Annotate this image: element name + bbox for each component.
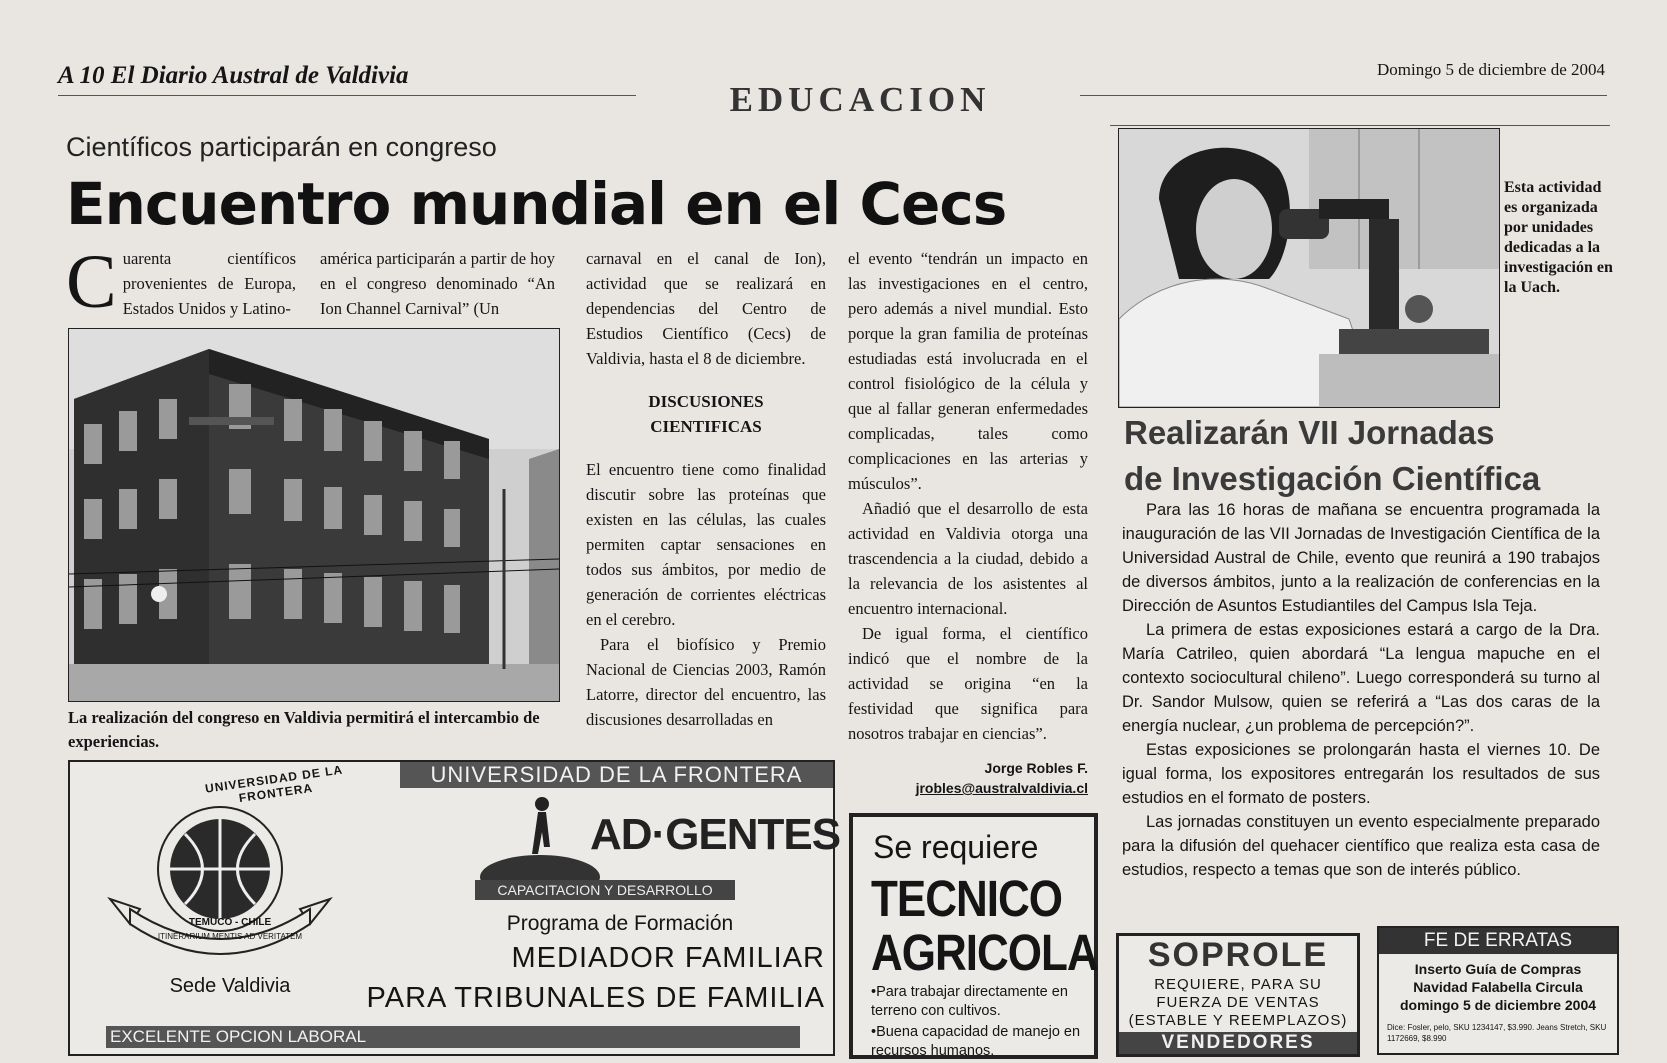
- col3-para-2: El encuentro tiene como finalidad discutir sobre las proteínas que existen en las células, las cuales permiten captar sensaciones en todos sus ámbitos, por medio de generación de corrientes eléctricas en el cerebro.: [586, 460, 826, 629]
- byline-name: Jorge Robles F.: [984, 760, 1088, 776]
- col3-para-3: Para el biofísico y Premio Nacional de Ciencias 2003, Ramón Latorre, director del encuentro, las discusiones desarrolladas en: [586, 635, 826, 729]
- adgentes-brand: AD·GENTES: [590, 810, 841, 859]
- article-headline: Encuentro mundial en el Cecs: [66, 170, 1007, 238]
- program-title-2: PARA TRIBUNALES DE FAMILIA: [366, 982, 825, 1014]
- col3-para-1: carnaval en el canal de Ion), actividad que se realizará en dependencias del Centro de Estudios Científico (Cecs) de Valdivia, hasta el 8 de diciembre.: [586, 249, 826, 368]
- article-col-4: [848, 246, 1088, 746]
- erratas-line1: Inserto Guía de Compras: [1414, 961, 1582, 977]
- ad-soprole: [1116, 933, 1360, 1057]
- ad-erratas: [1377, 926, 1619, 1055]
- col4-para-1: el evento “tendrán un impacto en las investigaciones en el centro, pero además a nivel mundial. Esto porque la gran familia de proteínas estudiadas está involucrada en el control fisiológico de la célula y que al fallar generan enfermedades complicadas, tales como complicaciones en las arterias y músculos”.: [848, 249, 1088, 493]
- subhead-line-1: DISCUSIONES: [648, 392, 764, 411]
- side-article-body: [1122, 498, 1600, 882]
- side-para-2: La primera de estas exposiciones estará a cargo de la Dra. María Catrileo, quien abordará “La lengua mapuche en el contexto sociocultural chileno”. Luego corresponderá su turno al Dr. Sandor Mulsow, quien se referirá a “Las dos caras de la energía nuclear, ¿un problema de percepción?”.: [1122, 621, 1600, 735]
- ad-ufro-footer: EXCELENTE OPCION LABORAL: [106, 1026, 800, 1048]
- side-para-4: Las jornadas constituyen un evento especialmente preparado para la difusión del quehacer científico que realiza esta casa de estudios, respecto a temas que son de interés público.: [1122, 813, 1600, 879]
- col1-text: uarenta científicos provenientes de Europa, Estados Unidos y Latino-: [122, 249, 296, 318]
- header-rule-left: [58, 95, 636, 96]
- erratas-line2: Navidad Falabella Circula: [1413, 979, 1583, 995]
- erratas-fine1: Dice: Fosler, pelo, SKU 1234147, $3.990. Jeans Stretch, SKU: [1387, 1023, 1607, 1032]
- ad-tecnico-bullet1: •Para trabajar directamente en terreno con cultivos.: [871, 984, 1068, 1019]
- sede-label: Sede Valdivia: [169, 975, 291, 997]
- article-col-1: [66, 240, 296, 324]
- side-headline-line-2: de Investigación Científica: [1124, 460, 1541, 497]
- issue-date: Domingo 5 de diciembre de 2004: [1376, 60, 1605, 79]
- ad-ufro: [68, 760, 841, 1056]
- program-title-1: MEDIADOR FAMILIAR: [511, 942, 825, 974]
- building-illustration: [69, 329, 559, 701]
- col4-para-3: De igual forma, el científico indicó que el nombre de la actividad se origina “en la festividad que significa para nosotros trabajar en ciencias”.: [848, 624, 1088, 743]
- soprole-line2: FUERZA DE VENTAS: [1156, 994, 1320, 1011]
- seal-city: TEMUCO - CHILE: [188, 917, 272, 928]
- ad-tecnico-line1: Se requiere: [873, 829, 1039, 865]
- byline: [848, 758, 1088, 798]
- soprole-line1: REQUIERE, PARA SU: [1154, 976, 1322, 993]
- soprole-line3: (ESTABLE Y REEMPLAZOS): [1128, 1012, 1348, 1029]
- side-headline-line-1: Realizarán VII Jornadas: [1124, 414, 1495, 451]
- drop-cap: C: [66, 240, 117, 324]
- seal-motto: ITINERARIUM MENTIS AD VERITATEM: [157, 932, 303, 941]
- erratas-title: FE DE ERRATAS: [1379, 928, 1617, 954]
- scientist-photo-caption: Esta actividad es organizada por unidades dedicadas a la investigación en la Uach.: [1504, 179, 1613, 296]
- col4-para-2: Añadió que el desarrollo de esta actividad en Valdivia otorga una trascendencia a la ciudad, debido a la relevancia de los asistentes al encuentro internacional.: [848, 499, 1088, 618]
- scientist-illustration: [1119, 129, 1499, 407]
- side-headline: [1124, 410, 1624, 502]
- page-folio: A 10 El Diario Austral de Valdivia: [58, 62, 409, 89]
- ad-tecnico-bullet2: •Buena capacidad de manejo en recursos humanos.: [871, 1024, 1081, 1059]
- building-photo-caption: La realización del congreso en Valdivia permitirá el intercambio de experiencias.: [68, 708, 540, 751]
- program-label: Programa de Formación: [506, 912, 734, 935]
- erratas-fine2: 1172669, $8.990: [1387, 1034, 1447, 1043]
- ad-tecnico-line2: TECNICO: [871, 871, 1062, 928]
- header-rule-right: [1080, 95, 1607, 96]
- side-para-3: Estas exposiciones se prolongarán hasta el viernes 10. De igual forma, los expositores entregarán los resultados de sus estudios en el formato de posters.: [1122, 741, 1600, 807]
- building-photo: [68, 328, 560, 702]
- ad-tecnico-line3: AGRICOLA: [871, 925, 1098, 982]
- ad-ufro-banner: UNIVERSIDAD DE LA FRONTERA: [400, 762, 833, 788]
- erratas-line3: domingo 5 de diciembre 2004: [1399, 997, 1597, 1013]
- seal-arc-text: UNIVERSIDAD DE LA FRONTERA: [204, 762, 344, 806]
- section-title: EDUCACION: [729, 80, 991, 119]
- article-kicker: Científicos participarán en congreso: [66, 132, 497, 162]
- scientist-photo: [1118, 128, 1500, 408]
- soprole-brand: SOPROLE: [1147, 936, 1329, 974]
- subhead-line-2: CIENTIFICAS: [650, 417, 762, 436]
- side-para-1: Para las 16 horas de mañana se encuentra programada la inauguración de las VII Jornadas de Investigación Científica de la Universidad Austral de Chile, evento que reunirá a 190 trabajos de diversos ámbitos, junto a la realización de conferencias en la Dirección de Asuntos Estudiantiles del Campus Isla Teja.: [1122, 501, 1600, 615]
- byline-email[interactable]: jrobles@australvaldivia.cl: [915, 780, 1088, 796]
- article-col-2: [320, 246, 555, 321]
- adgentes-tagline: CAPACITACION Y DESARROLLO: [475, 880, 735, 900]
- ad-tecnico: [849, 813, 1098, 1059]
- soprole-vendedores: VENDEDORES: [1119, 1032, 1357, 1054]
- subhead: [586, 389, 826, 439]
- article-col-3: [586, 246, 826, 732]
- col2-text: américa participarán a partir de hoy en el congreso denominado “An Ion Channel Carnival” (Un: [320, 249, 555, 318]
- side-rule: [1110, 125, 1610, 126]
